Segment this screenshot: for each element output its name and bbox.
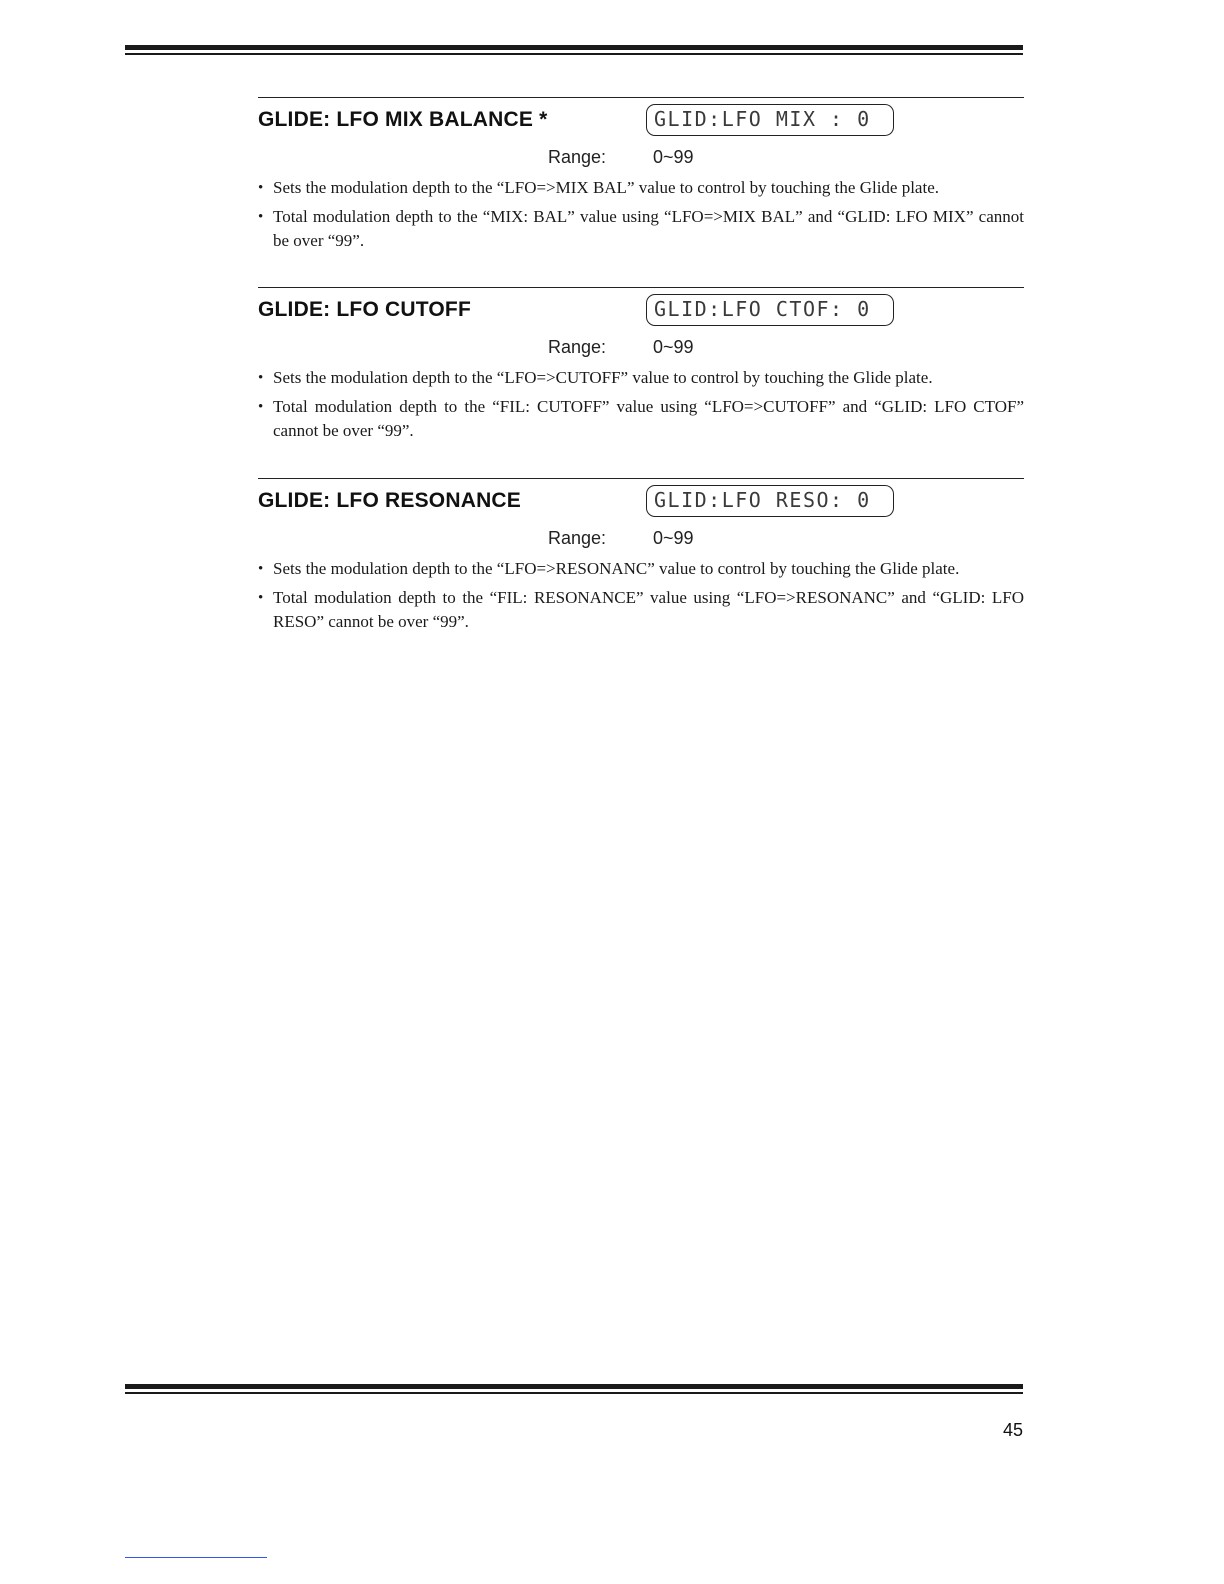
bullet-item: • Total modulation depth to the “MIX: BAL” value using “LFO=>MIX BAL” and “GLID: LFO MIX” cannot be over “99”. — [258, 205, 1024, 253]
range-label: Range: — [548, 337, 607, 357]
footer-blue-line — [125, 1557, 267, 1558]
bullet-item: • Sets the modulation depth to the “LFO=>RESONANC” value to control by touching the Glide plate. — [258, 557, 1024, 581]
bullet-item: • Total modulation depth to the “FIL: RESONANCE” value using “LFO=>RESONANC” and “GLID: LFO RESO” cannot be over “99”. — [258, 586, 1024, 634]
page-number: 45 — [1002, 1420, 1023, 1440]
bullet-item: • Total modulation depth to the “FIL: CUTOFF” value using “LFO=>CUTOFF” and “GLID: LFO CTOF” cannot be over “99”. — [258, 395, 1024, 443]
bullet-item: • Sets the modulation depth to the “LFO=>MIX BAL” value to control by touching the Glide plate. — [258, 176, 1024, 200]
range-value: 0~99 — [653, 337, 694, 357]
section-heading: GLIDE: LFO CUTOFF — [258, 298, 471, 321]
section-divider — [258, 287, 1024, 288]
section-heading: GLIDE: LFO RESONANCE — [258, 489, 522, 512]
bullet-item: • Sets the modulation depth to the “LFO=>CUTOFF” value to control by touching the Glide plate. — [258, 366, 1024, 390]
bottom-rule-thin — [125, 1392, 1023, 1394]
range-label: Range: — [548, 147, 607, 167]
top-rule-thin — [125, 53, 1023, 55]
range-value: 0~99 — [653, 528, 694, 548]
range-label: Range: — [548, 528, 607, 548]
section-divider — [258, 478, 1024, 479]
lcd-display: GLID:LFO MIX : 0 — [646, 104, 894, 136]
section-heading: GLIDE: LFO MIX BALANCE * — [258, 108, 548, 131]
lcd-display: GLID:LFO CTOF: 0 — [646, 294, 894, 326]
bullet-list — [258, 557, 1024, 639]
bullet-list — [258, 366, 1024, 448]
range-value: 0~99 — [653, 147, 694, 167]
bullet-list — [258, 176, 1024, 258]
section-divider — [258, 97, 1024, 98]
top-rule — [125, 45, 1023, 50]
lcd-display: GLID:LFO RESO: 0 — [646, 485, 894, 517]
bottom-rule — [125, 1384, 1023, 1389]
